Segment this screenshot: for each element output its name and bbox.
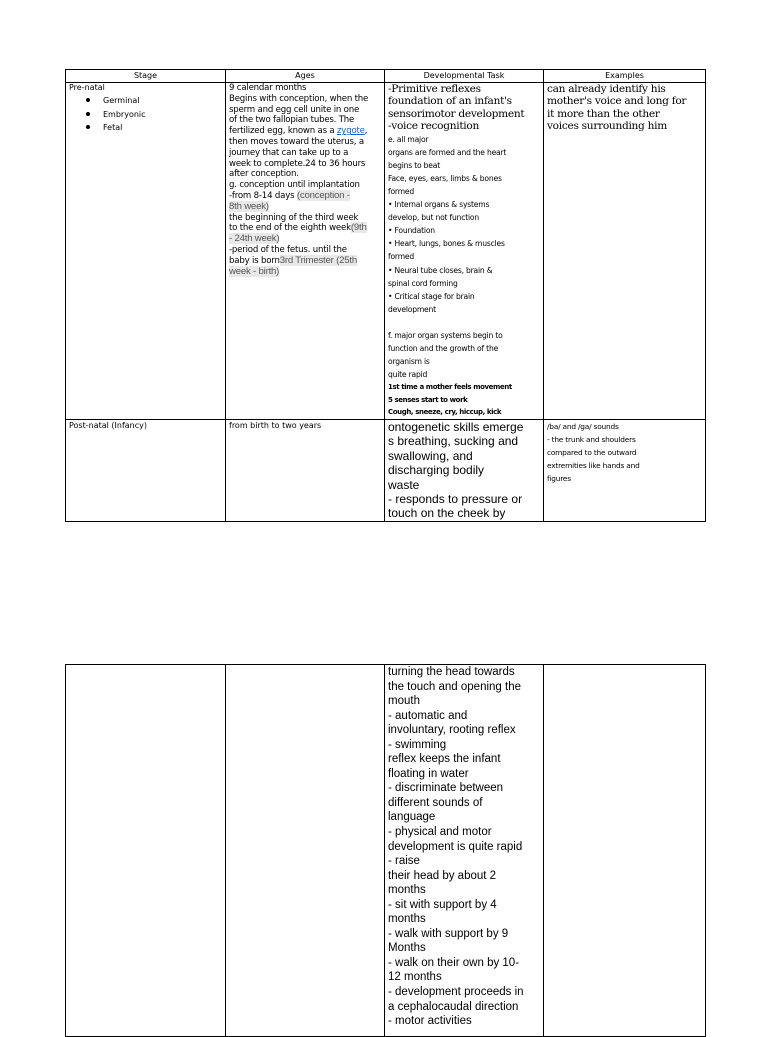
list-item: Fetal [103,121,222,135]
task-line: ontogenetic skills emerge [388,420,524,434]
task-bold-block [388,381,540,419]
task-line: spinal cord forming [388,278,458,288]
task-line: different sounds of [388,796,483,809]
task-line: function and the growth of the [388,344,499,354]
ages-line: g. conception until implantation [229,180,360,191]
task-line: - raise [388,855,420,868]
example-line: extremities like hands and [547,461,640,470]
highlighted-text: - 24th week) [229,233,280,245]
ages-line: then moves toward the uterus, a [229,136,364,147]
ages-line: sperm and egg cell unite in one [229,104,360,115]
task-line: months [388,884,426,897]
task-line: discharging bodily [388,463,485,478]
cell-task-postnatal [385,420,544,522]
header-stage: Stage [66,70,226,83]
examples-text [547,420,702,485]
task-line: develop, but not function [388,213,479,223]
task-line: • Heart, lungs, bones & muscles [388,239,505,249]
task-line: waste [388,477,420,492]
task-line: - walk with support by 9 [388,927,509,940]
ages-text: from birth to two years [229,421,322,430]
example-line: voices surrounding him [547,120,667,133]
example-line: figures [547,474,571,483]
task-line: the touch and opening the [388,680,522,693]
task-line: - swimming [388,738,447,751]
task-line: - responds to pressure or [388,492,523,507]
highlighted-text: (9th [350,222,367,234]
task-line: language [388,811,436,824]
ages-line: after conception. [229,169,299,180]
task-line: touch on the cheek by [388,506,506,521]
stage-list [69,94,222,135]
task-line: involuntary, rooting reflex [388,724,516,737]
header-ages: Ages [226,70,385,83]
task-line: s breathing, sucking and [388,434,519,449]
task-line: e. all major [388,134,429,144]
list-item: Germinal [103,94,222,108]
task-serif-block [388,83,540,133]
task-line: - physical and motor [388,826,492,839]
task-line: foundation of an infant's [388,95,512,108]
task-line: a cephalocaudal direction [388,1000,519,1013]
cell-stage-continuation [66,665,226,1037]
cell-ages-continuation [226,665,385,1037]
task-line: • Foundation [388,226,435,236]
ages-line [229,234,381,245]
example-line: - the trunk and shoulders [547,435,636,444]
task-line: formed [388,187,414,196]
ages-line [229,267,381,278]
task-line: begins to beat [388,160,440,170]
cell-stage-prenatal [66,83,226,420]
example-line: mother's voice and long for [547,95,687,108]
ages-line [229,126,381,137]
task-line: Face, eyes, ears, limbs & bones [388,173,502,183]
cell-task-prenatal [385,83,544,420]
task-line: 1st time a mother feels movement [388,383,512,392]
cell-examples-continuation [544,665,706,1037]
task-detail-block [388,133,540,382]
task-line: organs are formed and the heart [388,147,507,157]
ages-line: 9 calendar months [229,83,307,93]
example-line: /ba/ and /ga/ sounds [547,422,619,431]
cell-stage-postnatal [66,420,226,522]
task-line: their head by about 2 [388,869,497,882]
ages-line [229,256,381,267]
task-line: sensorimotor development [388,107,525,120]
cell-ages-prenatal [226,83,385,420]
ages-line: -period of the fetus. until the [229,244,347,255]
stage-title: Post-natal (Infancy) [69,421,147,430]
ages-text-span: , [364,126,368,137]
highlighted-text: 3rd Trimester (25th [279,254,357,266]
task-line: months [388,913,426,926]
zygote-link[interactable]: zygote [337,126,365,137]
highlighted-text: 8th week) [229,200,269,212]
task-line: • Critical stage for brain [388,291,475,301]
task-line: • Neural tube closes, brain & [388,265,493,275]
ages-line: week to complete.24 to 36 hours [229,158,366,169]
highlighted-text: week - birth) [229,265,280,277]
cell-task-continuation [385,665,544,1037]
ages-line: of the two fallopian tubes. The [229,115,355,126]
ages-text-span: -from 8-14 days [229,190,297,201]
spacer [388,316,540,329]
example-line: compared to the outward [547,448,637,457]
ages-line: Begins with conception, when the [229,93,369,104]
task-line: reflex keeps the infant [388,753,501,766]
table-row-postnatal [66,420,706,522]
task-line: -Primitive reflexes [388,83,481,95]
task-line: formed [388,252,414,262]
task-line: quite rapid [388,370,428,380]
task-line: 5 senses start to work [388,395,468,404]
ages-line: journey that can take up to a [229,147,349,158]
stage-title: Pre-natal [69,83,105,92]
ages-text-span: baby is born [229,255,280,266]
development-stages-table [65,69,706,522]
ages-text [229,83,381,277]
table-row-prenatal [66,83,706,420]
task-line: swallowing, and [388,448,473,463]
ages-text-span: to the end of the eighth week [229,223,351,234]
task-continuation-text [388,665,540,1029]
table-header-row [66,70,706,83]
task-line: floating in water [388,767,469,780]
task-line: - automatic and [388,709,468,722]
cell-examples-prenatal [544,83,706,420]
task-text [388,420,540,521]
ages-line: the beginning of the third week [229,212,359,223]
task-line: - sit with support by 4 [388,898,497,911]
task-line: - discriminate between [388,782,504,795]
task-line: - walk on their own by 10- [388,956,520,969]
task-line: -voice recognition [388,120,479,133]
task-line: organism is [388,357,430,367]
task-line: 12 months [388,971,442,984]
task-line: • Internal organs & systems [388,200,490,210]
task-line: development [388,304,436,314]
examples-text [547,83,702,133]
task-line: Months [388,942,426,955]
task-line: - motor activities [388,1015,472,1028]
cell-examples-postnatal [544,420,706,522]
cell-ages-postnatal [226,420,385,522]
header-developmental-task: Developmental Task [385,70,544,83]
task-line: - development proceeds in [388,986,524,999]
task-line: f. major organ systems begin to [388,330,503,340]
task-line: mouth [388,695,420,708]
example-line: it more than the other [547,107,660,120]
ages-text-span: fertilized egg, known as a [229,126,337,137]
task-line: Cough, sneeze, cry, hiccup, kick [388,408,502,417]
table-row-continuation [66,665,706,1037]
example-line: can already identify his [547,83,666,95]
task-line: development is quite rapid [388,840,523,853]
list-item: Embryonic [103,108,222,122]
highlighted-text: (conception - [296,189,350,201]
continuation-table [65,664,706,1037]
task-line: turning the head towards [388,666,515,678]
header-examples: Examples [544,70,706,83]
ages-line [229,202,381,213]
